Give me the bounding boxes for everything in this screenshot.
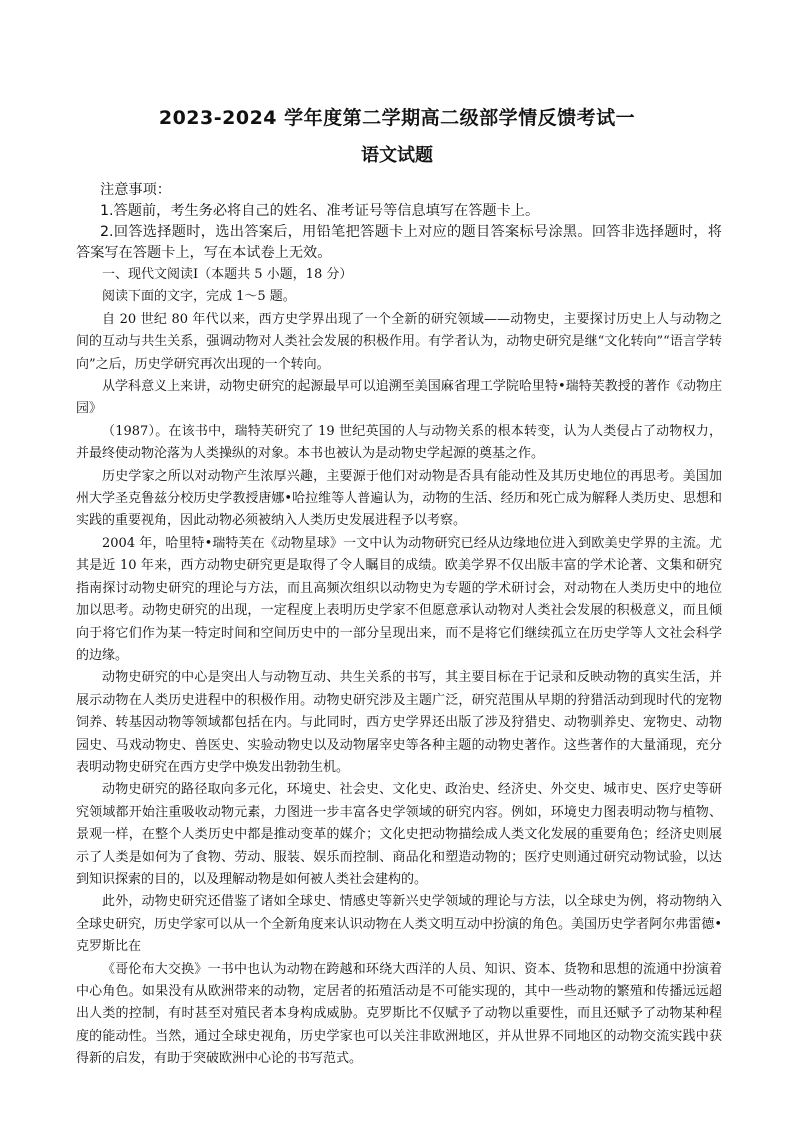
notes-item-1: 1.答题前，考生务必将自己的姓名、准考证号等信息填写在答题卡上。 — [100, 203, 540, 219]
passage-paragraph-9: 《哥伦布大交换》一书中也认为动物在跨越和环绕大西洋的人员、知识、资本、货物和思想的流通中扮演着中心角色。如果没有从欧洲带来的动物，定居者的拓殖活动是不可能实现的，其中一些动物的繁殖和传播远远超出人类的控制，有时甚至对殖民者本身构成威胁。克罗斯比不仅赋予了动物以重要性，而且还赋予了动物某种程度的能动性。当然，通过全球史视角，历史学家也可以关注非欧洲地区，并从世界不同地区的动物交流实践中获得新的启发，有助于突破欧洲中心论的书写范式。 — [76, 961, 722, 1067]
exam-body — [76, 180, 722, 1071]
section-instruction: 阅读下面的文字，完成 1～5 题。 — [102, 289, 296, 305]
passage-paragraph-5: 2004 年，哈里特•瑞特芙在《动物星球》一文中认为动物研究已经从边缘地位进入到欧美史学界的主流。尤其是近 10 年来，西方动物史研究更是取得了令人瞩目的成绩。欧美学界不仅出版丰富的学术论著、文集和研究指南探讨动物史研究的理论与方法，而且高频次组织以动物史为专题的学术研讨会，对动物在人类历史中的地位加以思考。动物史研究的出现，一定程度上表明历史学家不但愿意承认动物对人类社会发展的积极意义，而且倾向于将它们作为某一特定时间和空间历史中的一部分呈现出来，而不是将它们继续孤立在历史学等人文社会科学的边缘。 — [76, 535, 722, 663]
notes-item-2: 2.回答选择题时，选出答案后，用铅笔把答题卡上对应的题目答案标号涂黑。回答非选择题时，将答案写在答题卡上，写在本试卷上无效。 — [76, 224, 722, 261]
section-heading: 一、现代文阅读Ⅰ（本题共 5 小题，18 分） — [102, 267, 353, 282]
passage-paragraph-1: 自 20 世纪 80 年代以来，西方史学界出现了一个全新的研究领域——动物史，主要探讨历史上人与动物之间的互动与共生关系，强调动物对人类社会发展的积极作用。有学者认为，动物史研究是继“文化转向”“语言学转向”之后，历史学研究再次出现的一个转向。 — [76, 311, 722, 372]
notes-block — [76, 180, 722, 264]
notes-heading: 注意事项： — [100, 182, 171, 198]
passage-paragraph-2: 从学科意义上来讲，动物史研究的起源最早可以追溯至美国麻省理工学院哈里特•瑞特芙教授的著作《动物庄园》 — [76, 379, 722, 417]
passage-paragraph-6: 动物史研究的中心是突出人与动物互动、共生关系的书写，其主要目标在于记录和反映动物的真实生活，并展示动物在人类历史进程中的积极作用。动物史研究涉及主题广泛，研究范围从早期的狩猎活动到现时代的宠物饲养、转基因动物等领域都包括在内。与此同时，西方史学界还出版了涉及狩猎史、动物驯养史、宠物史、动物园史、马戏动物史、兽医史、实验动物史以及动物屠宰史等各种主题的动物史著作。这些著作的大量涌现，充分表明动物史研究在西方史学中焕发出勃勃生机。 — [76, 670, 722, 775]
passage-paragraph-4: 历史学家之所以对动物产生浓厚兴趣，主要源于他们对动物是否具有能动性及其历史地位的再思考。美国加州大学圣克鲁兹分校历史学教授唐娜•哈拉维等人普遍认为，动物的生活、经历和死亡成为解释人类历史、思想和实践的重要视角，因此动物必须被纳入人类历史发展进程予以考察。 — [76, 468, 722, 529]
exam-title: 2023-2024 学年度第二学期高二级部学情反馈考试一 — [158, 107, 636, 129]
exam-subtitle: 语文试题 — [361, 145, 433, 166]
passage-paragraph-8: 此外，动物史研究还借鉴了诸如全球史、情感史等新兴史学领域的理论与方法，以全球史为例，将动物纳入全球史研究，历史学家可以从一个全新角度来认识动物在人类文明互动中扮演的角色。美国历史学者阿尔弗雷德•克罗斯比在 — [76, 894, 722, 955]
passage-paragraph-3: （1987）。在该书中，瑞特芙研究了 19 世纪英国的人与动物关系的根本转变，认为人类侵占了动物权力，并最终使动物沦落为人类操纵的对象。本书也被认为是动物史学起源的奠基之作。 — [76, 423, 722, 462]
passage-paragraph-7: 动物史研究的路径取向多元化，环境史、社会史、文化史、政治史、经济史、外交史、城市史、医疗史等研究领域都开始注重吸收动物元素，力图进一步丰富各史学领域的研究内容。例如，环境史力图表明动物与植物、景观一样，在整个人类历史中都是推动变革的媒介；文化史把动物描绘成人类文化发展的重要角色；经济史则展示了人类是如何为了食物、劳动、服装、娱乐而控制、商品化和塑造动物的；医疗史则通过研究动物试验，以达到知识探索的目的，以及理解动物是如何被人类社会建构的。 — [76, 782, 722, 887]
